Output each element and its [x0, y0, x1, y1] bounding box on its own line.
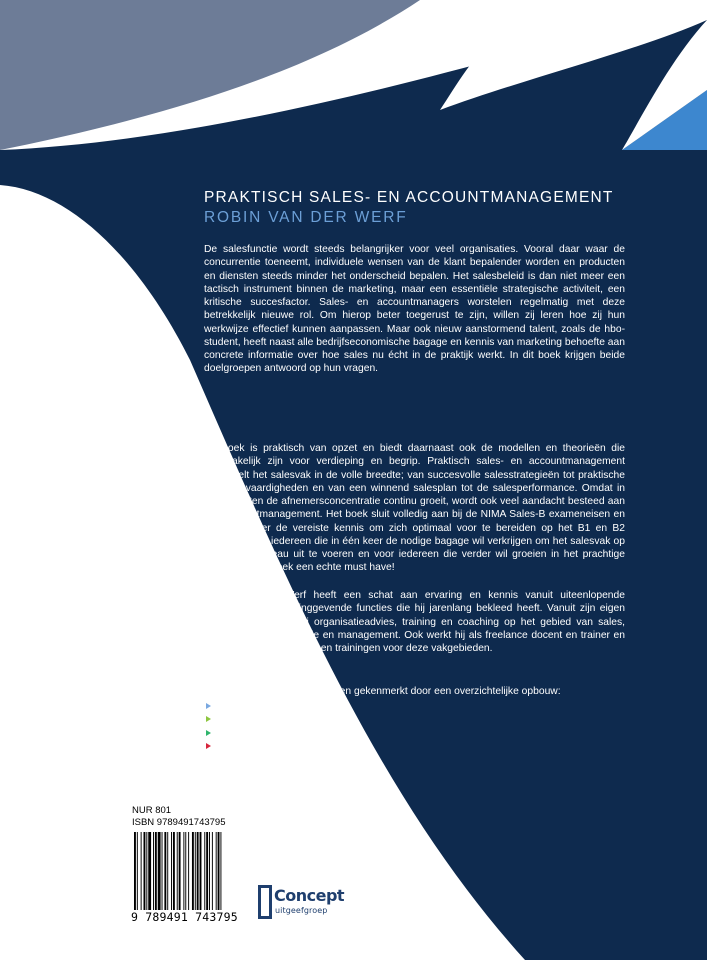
series-intro: De boeken van Concept worden gekenmerkt door een overzichtelijke opbouw: — [204, 686, 561, 697]
barcode-bar — [197, 832, 199, 910]
barcode-digits: 9 789491 743795 — [131, 910, 255, 924]
barcode-bar — [209, 832, 210, 910]
triangle-bullet-icon — [206, 703, 211, 709]
barcode-bar — [153, 832, 154, 910]
concept-logo-icon — [258, 885, 272, 919]
barcode-bar — [195, 832, 196, 910]
barcode-bar — [148, 832, 151, 910]
barcode-bar — [141, 832, 142, 910]
barcode-bar — [162, 832, 163, 910]
barcode-bar — [179, 832, 181, 910]
barcode-bar — [188, 832, 189, 910]
nur-code: NUR 801 — [132, 805, 172, 816]
structure-legend — [204, 700, 256, 753]
barcode-bar — [220, 832, 221, 910]
publisher-subtitle: uitgeefgroep — [275, 906, 328, 915]
barcode-bar — [146, 832, 147, 910]
author-name: ROBIN VAN DER WERF — [204, 209, 408, 226]
barcode-bar — [137, 832, 138, 910]
barcode-bar — [171, 832, 172, 910]
barcode-bar — [173, 832, 175, 910]
legend-item-praktijk — [204, 713, 256, 726]
barcode-bar — [192, 832, 194, 910]
barcode-bar — [134, 832, 136, 910]
barcode-bar — [218, 832, 220, 910]
publisher-name: Concept — [274, 886, 345, 905]
barcode-bar — [177, 832, 178, 910]
barcode-bar — [164, 832, 166, 910]
legend-label: Extra — [218, 727, 243, 739]
barcode-icon — [131, 830, 251, 910]
barcode-bar — [155, 832, 157, 910]
barcode-bar — [212, 832, 213, 910]
legend-item-extra — [204, 727, 256, 740]
barcode-bar — [144, 832, 146, 910]
blurb-paragraph-2: Dit boek is praktisch van opzet en biedt daarnaast ook de modellen en theorieën die noodzakelijk zijn voor verdieping en begrip. Praktisch sales- en accountmanagement behandelt het salesvak in de volle breedte; van succesvolle salesstrategieën tot praktische gespreksvaardigheden en van een winnend salesplan tot de salesperformance. Omdat in veel markten de afnemersconcentratie continu groeit, wordt ook veel aandacht besteed aan key-accountmanagement. Het boek sluit volledig aan bij de NIMA Sales-B exameneisen en biedt de lezer de vereiste kennis om zich optimaal voor te bereiden op het B1 en B2 examen. Voor iedereen die in één keer de nodige bagage wil verkrijgen om het salesvak op strategisch niveau uit te voeren en voor iedereen die verder wil groeien in het prachtige salesvak is dit boek een echte must have! — [204, 443, 625, 574]
barcode-bar — [185, 832, 186, 910]
blurb-paragraph-1: De salesfunctie wordt steeds belangrijker voor veel organisaties. Vooral daar waar de concurrentie toeneemt, individuele wensen van de klant bepalender worden en producten en diensten steeds minder het onderscheid bepalen. Het salesbeleid is dan niet meer een tactisch instrument binnen de marketing, maar een essentiële strategische activiteit, een kritische succesfactor. Sales- en accountmanagers worstelen regelmatig met deze betrekkelijk nieuwe rol. Om hierop beter toegerust te zijn, willen zij leren hoe zij hun werkwijze effectief kunnen aanpassen. Maar ook nieuw aanstormend talent, zoals de hbo-student, heeft naast alle bedrijfseconomische bagage en kennis van marketing behoefte aan concrete informatie over hoe sales nu écht in de praktijk werkt. In dit boek krijgen beide doelgroepen antwoord op hun vragen. — [204, 244, 625, 375]
barcode-bar — [158, 832, 161, 910]
author-bio-paragraph: Robin van der Werf heeft een schat aan ervaring en kennis vanuit uiteenlopende commerciële en leidinggevende functies die hij jarenlang bekleed heeft. Vanuit zijn eigen adviesbureau biedt hij organisatieadvies, training en coaching op het gebied van sales, marketing, communicatie en management. Ook werkt hij als freelance docent en trainer en ontwikkelt hij opleidingen en trainingen voor deze vakgebieden. — [204, 590, 625, 654]
barcode-bar — [206, 832, 208, 910]
legend-label: Praktijk — [218, 714, 252, 726]
barcode-bar — [183, 832, 184, 910]
publisher-logo — [258, 885, 348, 925]
legend-item-theorie — [204, 700, 256, 713]
isbn-number: ISBN 9789491743795 — [132, 817, 226, 828]
triangle-bullet-icon — [206, 743, 211, 749]
legend-label: Theorie — [218, 701, 253, 712]
barcode-bar — [200, 832, 202, 910]
legend-label: Kernstof — [218, 740, 257, 752]
triangle-bullet-icon — [206, 716, 211, 722]
book-title: PRAKTISCH SALES- EN ACCOUNTMANAGEMENT — [204, 189, 614, 206]
triangle-bullet-icon — [206, 730, 211, 736]
legend-item-kernstof — [204, 740, 256, 753]
barcode-bar — [167, 832, 168, 910]
barcode-bar — [204, 832, 205, 910]
barcode-bar — [216, 832, 217, 910]
